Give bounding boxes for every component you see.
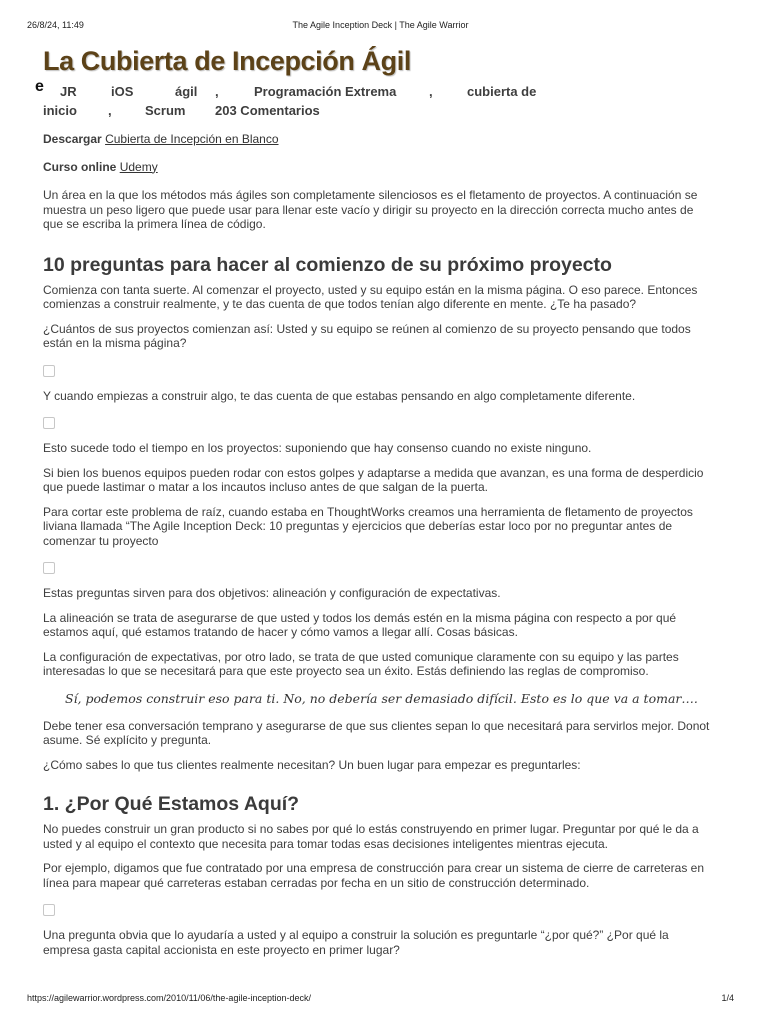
meta-separator: , xyxy=(429,84,433,99)
blockquote: Sí, podemos construir eso para ti. No, no debería ser demasiado difícil. Esto es lo que va a tomar…. xyxy=(65,690,698,706)
comments-link[interactable]: 203 Comentarios xyxy=(215,103,320,118)
paragraph: Para cortar este problema de raíz, cuando estaba en ThoughtWorks creamos una herramienta de fletamento de proyectos liviana llamada “The Agile Inception Deck: 10 preguntas y ejercicios que deberías estar loco por no preguntar antes de comenzar tu proyecto xyxy=(43,504,693,548)
print-datetime: 26/8/24, 11:49 xyxy=(27,20,84,30)
broken-image-placeholder xyxy=(43,562,55,574)
print-header xyxy=(27,20,734,32)
print-url: https://agilewarrior.wordpress.com/2010/11/06/the-agile-inception-deck/ xyxy=(27,993,311,1003)
broken-image-placeholder xyxy=(43,417,55,429)
paragraph: No puedes construir un gran producto si no sabes por qué lo estás construyendo en primer lugar. Preguntar por qué le da a usted y al equipo el contexto que necesita para tomar todas esas decisiones inteligentes mientras ejecuta. xyxy=(43,822,699,851)
print-page-number: 1/4 xyxy=(721,993,734,1003)
intro-paragraph: Un área en la que los métodos más ágiles son completamente silenciosos es el fletamento de proyectos. A continuación se muestra un peso ligero que puede usar para llenar este vacío y dirigir su proyecto en la dirección correcta mucho antes de que se escriba la primera línea de código. xyxy=(43,188,698,231)
post-meta xyxy=(35,78,715,122)
tag-scrum-link[interactable]: Scrum xyxy=(145,103,186,118)
tag-inception-deck-link-cont[interactable]: inicio xyxy=(43,103,77,118)
meta-separator: , xyxy=(215,84,219,99)
tag-agil-link[interactable]: ágil xyxy=(175,84,198,99)
paragraph: Debe tener esa conversación temprano y asegurarse de que sus clientes sepan lo que necesitará para servirlos mejor. Donot asume. Sé explícito y pregunta. xyxy=(43,718,710,747)
broken-image-placeholder xyxy=(43,365,55,377)
course-label: Curso online xyxy=(43,159,117,174)
tag-xp-link[interactable]: Programación Extrema xyxy=(254,84,397,99)
meta-initial: e xyxy=(35,78,44,95)
print-footer xyxy=(27,993,734,1005)
article xyxy=(35,44,715,957)
meta-separator: , xyxy=(108,103,112,118)
paragraph: Por ejemplo, digamos que fue contratado por una empresa de construcción para crear un sistema de cierre de carreteras en línea para mapear qué carreteras estaban cerradas por fecha en un sitio de construcción determinado. xyxy=(43,861,705,890)
paragraph: Si bien los buenos equipos pueden rodar con estos golpes y adaptarse a medida que avanzan, es una forma de desperdicio que puede lastimar o matar a los incautos incluso antes de que salgan de la puerta. xyxy=(43,465,704,494)
section-heading-questions: 10 preguntas para hacer al comienzo de su próximo proyecto xyxy=(43,253,612,276)
broken-image-placeholder xyxy=(43,904,55,916)
download-link[interactable]: Cubierta de Incepción en Blanco xyxy=(105,132,279,146)
print-page-title: The Agile Inception Deck | The Agile Warrior xyxy=(292,20,469,30)
section-heading-why: 1. ¿Por Qué Estamos Aquí? xyxy=(43,793,300,815)
download-line xyxy=(43,132,715,147)
paragraph: ¿Cuántos de sus proyectos comienzan así: Usted y su equipo se reúnen al comienzo de su proyecto pensando que todos están en la misma página? xyxy=(43,321,691,350)
post-title: La Cubierta de Incepción Ágil xyxy=(43,46,411,76)
download-label: Descargar xyxy=(43,132,102,146)
paragraph: Esto sucede todo el tiempo en los proyectos: suponiendo que hay consenso cuando no existe ninguno. xyxy=(43,441,592,455)
meta-author-link[interactable]: JR xyxy=(60,84,77,99)
paragraph: Estas preguntas sirven para dos objetivos: alineación y configuración de expectativas. xyxy=(43,586,501,600)
paragraph: La alineación se trata de asegurarse de que usted y todos los demás estén en la misma página con respecto a por qué estamos aquí, qué estamos tratando de hacer y cómo vamos a llegar allí. Cosas básicas. xyxy=(43,610,677,639)
course-line xyxy=(43,160,715,175)
paragraph: ¿Cómo sabes lo que tus clientes realmente necesitan? Un buen lugar para empezar es preguntarles: xyxy=(43,757,581,772)
paragraph: Comienza con tanta suerte. Al comenzar el proyecto, usted y su equipo están en la misma página. O eso parece. Entonces comienzas a construir realmente, y te das cuenta de que todos tenían algo diferente en mente. ¿Te ha pasado? xyxy=(43,282,698,311)
paragraph: La configuración de expectativas, por otro lado, se trata de que usted comunique claramente con su equipo y las partes interesadas lo que se necesitará para que este proyecto sea un éxito. Estás definiendo las reglas de compromiso. xyxy=(43,649,679,678)
paragraph: Y cuando empiezas a construir algo, te das cuenta de que estabas pensando en algo completamente diferente. xyxy=(43,388,636,403)
course-link[interactable]: Udemy xyxy=(119,159,158,174)
paragraph: Una pregunta obvia que lo ayudaría a usted y al equipo a construir la solución es preguntarle “¿por qué?” ¿Por qué la empresa gasta capital accionista en este proyecto en primer lugar? xyxy=(43,928,669,957)
tag-inception-deck-link[interactable]: cubierta de xyxy=(467,84,537,99)
tag-ios-link[interactable]: iOS xyxy=(111,84,134,99)
